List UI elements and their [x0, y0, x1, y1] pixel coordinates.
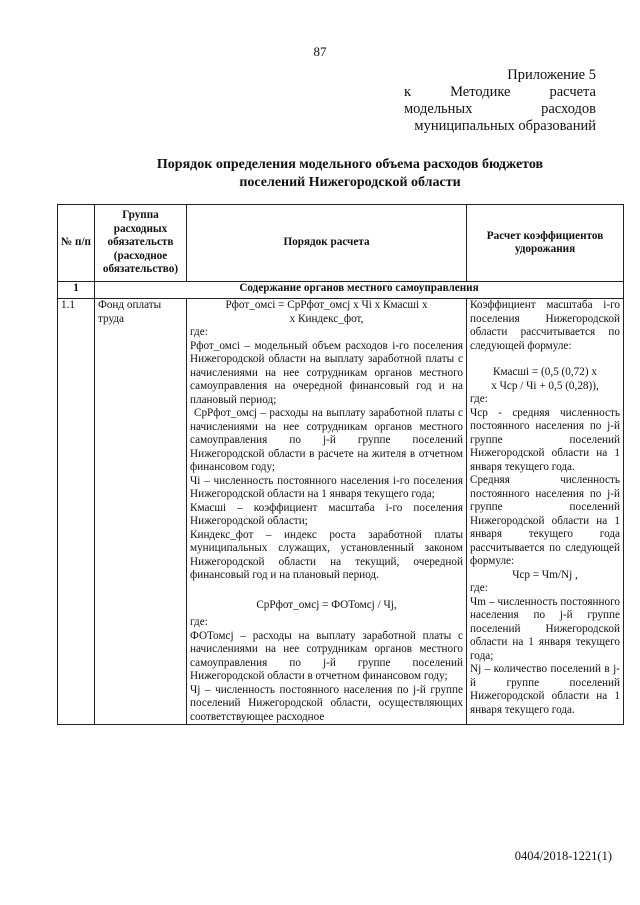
document-footer-code: 0404/2018-1221(1) — [514, 849, 612, 863]
page-number: 87 — [313, 44, 327, 59]
formula-main-line2: x Киндекс_фот, — [289, 312, 364, 325]
appendix-word: Методике — [450, 84, 511, 100]
coef-intro: Коэффициент масштаба i-го поселения Нижегородской области рассчитывается по следующей формуле: — [470, 299, 620, 352]
document-title — [60, 156, 640, 192]
appendix-word: к — [404, 84, 412, 100]
appendix-word: расчета — [549, 84, 596, 100]
where-label: где: — [190, 616, 208, 628]
section-row — [58, 282, 624, 299]
formula-kmasshi-line1: Кмасшi = (0,5 (0,72) x — [493, 366, 597, 378]
appendix-line-3 — [404, 101, 596, 118]
order-cell — [187, 299, 467, 725]
definition-kmasshi: Кмасшi – коэффициент масштаба i-го поселения Нижегородской области; — [190, 501, 463, 527]
appendix-line-1: Приложение 5 — [507, 67, 596, 83]
where-label: где: — [470, 582, 488, 594]
definition-chm: Чm – численность постоянного населения по j-й группе поселений Нижегородской области на 1 января текущего года; — [470, 595, 620, 662]
header-num: № п/п — [58, 205, 95, 282]
definition-chsr: Чср - средняя численность постоянного населения по j-й группе поселений Нижегородской области на 1 января текущего года. — [470, 406, 620, 473]
appendix-word: модельных — [404, 101, 473, 117]
formula-kmasshi-line2: x Чср / Чi + 0,5 (0,28)), — [491, 379, 599, 392]
row-number: 1.1 — [58, 299, 95, 725]
definition-rfot: Рфот_омсi – модельный объем расходов i-го поселения Нижегородской области на выплату заработной платы с начислениями на нее сотрудникам органов местного самоуправления на очередной финансовый год и на плановый период; — [190, 339, 463, 406]
header-group: Группа расходных обязательств (расходное обязательство) — [95, 205, 187, 282]
where-label: где: — [470, 393, 488, 405]
appendix-block — [404, 67, 596, 135]
chsr-intro: Средняя численность постоянного населения по j-й группе поселений Нижегородской области на 1 января текущего года рассчитывается по следующей формуле: — [470, 474, 620, 567]
coef-cell — [467, 299, 624, 725]
definition-srrfot: СрРфот_омсj – расходы на выплату заработной платы с начислениями на нее сотрудникам органов местного самоуправления по j-й группе поселений Нижегородской области в расчете на жителя в отчетном финансовом году; — [190, 407, 463, 473]
where-label: где: — [190, 326, 208, 338]
section-number: 1 — [58, 282, 95, 299]
title-line-2: поселений Нижегородской области — [239, 175, 461, 190]
appendix-word: расходов — [541, 101, 596, 117]
calculation-table — [57, 204, 624, 725]
table-row — [58, 299, 624, 725]
definition-nj: Nj – количество поселений в j-й группе поселений Нижегородской области на 1 января текущего года. — [470, 663, 620, 716]
header-order: Порядок расчета — [187, 205, 467, 282]
formula-srrfot: СрРфот_омсj = ФОТомсj / Чj, — [256, 598, 397, 611]
header-coef: Расчет коэффициентов удорожания — [467, 205, 624, 282]
definition-kindeks: Киндекс_фот – индекс роста заработной платы муниципальных служащих, установленный законом Нижегородской области на текущий, очередной финансовый год и на плановый период. — [190, 528, 463, 581]
title-line-1: Порядок определения модельного объема расходов бюджетов — [156, 157, 544, 172]
definition-chi: Чi – численность постоянного населения i-го поселения Нижегородской области на 1 января текущего года; — [190, 474, 463, 500]
formula-chsr: Чср = Чm/Nj , — [512, 568, 578, 581]
table-header-row — [58, 205, 624, 282]
formula-main-line1: Рфот_омсi = СрРфот_омсj x Чi x Кмасшi x — [225, 299, 428, 311]
row-group: Фонд оплаты труда — [95, 299, 187, 725]
section-title: Содержание органов местного самоуправления — [95, 282, 624, 299]
definition-fot: ФОТомсj – расходы на выплату заработной платы с начислениями на нее сотрудникам органов местного самоуправления по j-й группе поселений Нижегородской области в отчетном финансовом году; — [190, 629, 463, 682]
definition-chj: Чj – численность постоянного населения по j-й группе поселений Нижегородской области, осуществляющих соответствующее расходное — [190, 683, 463, 723]
appendix-line-2 — [404, 84, 596, 101]
appendix-line-4: муниципальных образований — [414, 118, 596, 134]
